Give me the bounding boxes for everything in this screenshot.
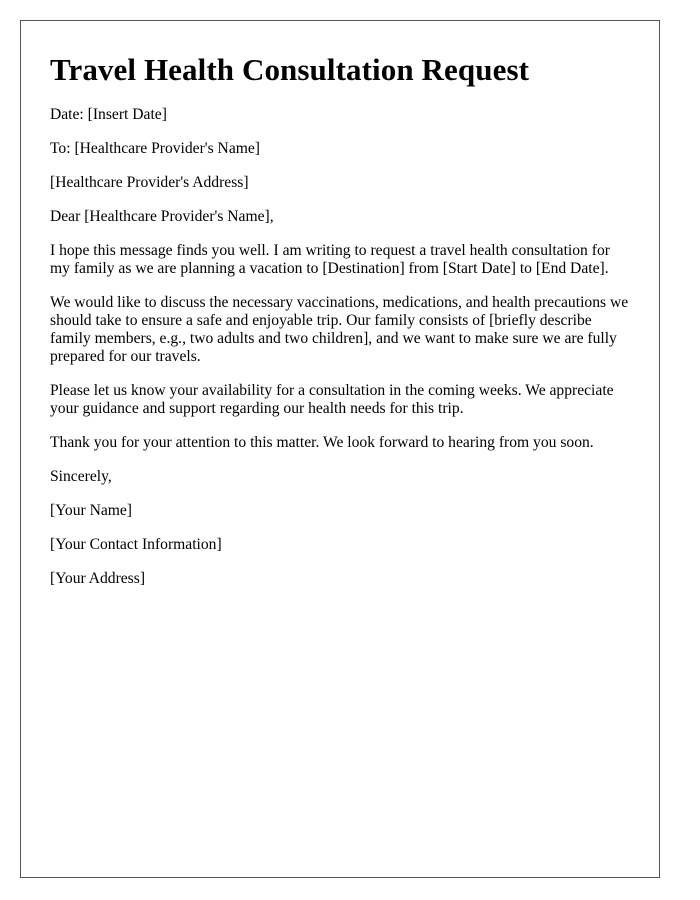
signature-contact: [Your Contact Information] bbox=[50, 536, 222, 553]
body-paragraph-thanks: Thank you for your attention to this matter. We look forward to hearing from you soon. bbox=[50, 434, 594, 451]
signature-address: [Your Address] bbox=[50, 570, 146, 587]
letter-title: Travel Health Consultation Request bbox=[50, 52, 530, 87]
recipient-address-line: [Healthcare Provider's Address] bbox=[50, 174, 249, 191]
signature-name: [Your Name] bbox=[50, 502, 133, 519]
body-paragraph-details: We would like to discuss the necessary vaccinations, medications, and health precautions we should take to ensure a safe and enjoyable trip. Our family consists of [briefly describe family members, e.g., two adults and two children], and we want to make sure we are fully prepared for our travels. bbox=[50, 294, 629, 365]
body-paragraph-availability: Please let us know your availability for a consultation in the coming weeks. We appreciate your guidance and support regarding our health needs for this trip. bbox=[50, 382, 614, 417]
salutation: Dear [Healthcare Provider's Name], bbox=[50, 208, 274, 225]
closing: Sincerely, bbox=[50, 468, 112, 485]
date-line: Date: [Insert Date] bbox=[50, 106, 167, 123]
recipient-name-line: To: [Healthcare Provider's Name] bbox=[50, 140, 260, 157]
letter-page bbox=[20, 20, 660, 878]
body-paragraph-intro: I hope this message finds you well. I am writing to request a travel health consultation for my family as we are planning a vacation to [Destination] from [Start Date] to [End Date]. bbox=[50, 242, 610, 277]
